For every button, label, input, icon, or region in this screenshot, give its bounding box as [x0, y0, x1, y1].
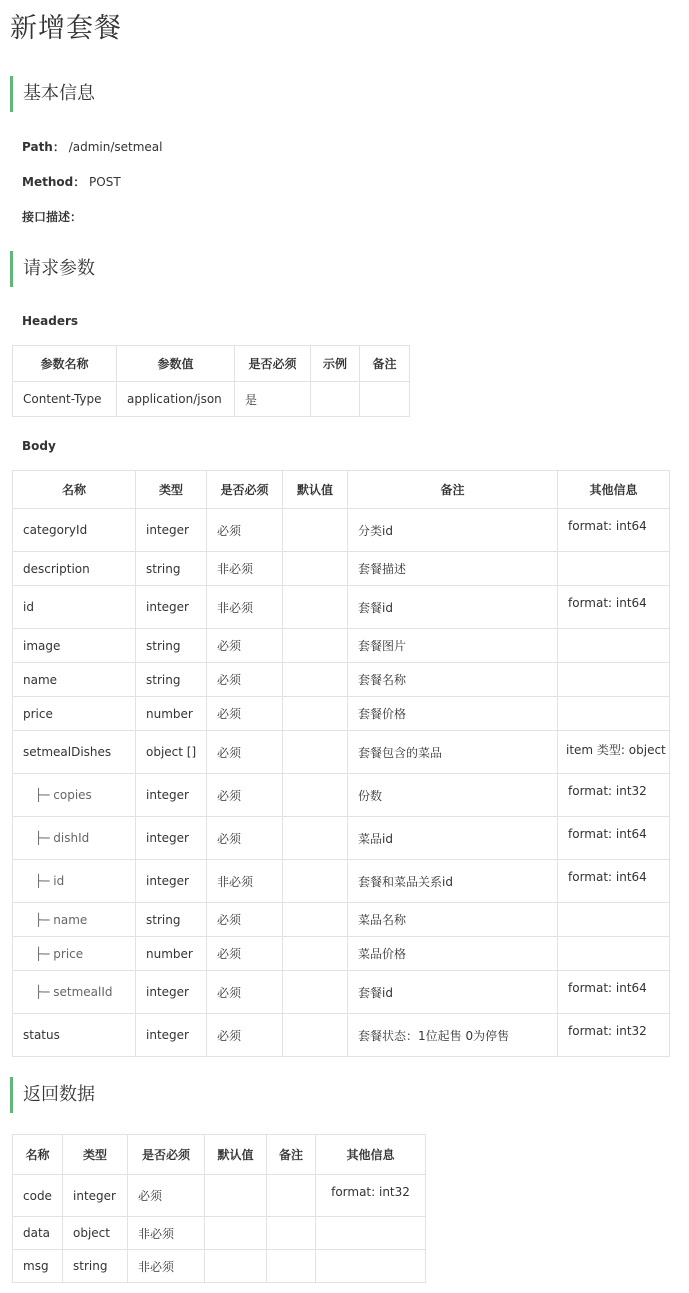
- param-note-cell: 套餐id: [348, 971, 558, 1014]
- path-value: /admin/setmeal: [68, 140, 163, 154]
- param-type-cell: integer: [136, 509, 207, 552]
- body-title: Body: [22, 439, 56, 453]
- response-table: [12, 1134, 426, 1283]
- column-header: 默认值: [205, 1135, 267, 1175]
- param-required-cell: 非必须: [207, 860, 283, 903]
- param-other-cell: [558, 663, 670, 697]
- section-request-params: 请求参数: [10, 251, 95, 287]
- param-required-cell: 非必须: [207, 586, 283, 629]
- param-other-cell: format: int64: [558, 860, 670, 903]
- param-type-cell: string: [136, 629, 207, 663]
- table-row: [13, 1250, 426, 1283]
- header-note-cell: [360, 382, 410, 417]
- param-type-cell: number: [136, 937, 207, 971]
- param-default-cell: [283, 663, 348, 697]
- param-note-cell: 份数: [348, 774, 558, 817]
- column-header: 默认值: [283, 471, 348, 509]
- param-note-cell: 菜品id: [348, 817, 558, 860]
- field-type-cell: object: [63, 1217, 128, 1250]
- field-note-cell: [267, 1250, 316, 1283]
- description-row: [22, 208, 82, 225]
- param-other-cell: format: int64: [558, 971, 670, 1014]
- field-default-cell: [205, 1250, 267, 1283]
- param-other-cell: [558, 697, 670, 731]
- param-name-cell: ├─ name: [13, 903, 136, 937]
- param-other-cell: [558, 629, 670, 663]
- field-name-cell: data: [13, 1217, 63, 1250]
- param-other-cell: format: int64: [558, 586, 670, 629]
- param-name-cell: categoryId: [13, 509, 136, 552]
- param-default-cell: [283, 509, 348, 552]
- param-note-cell: 分类id: [348, 509, 558, 552]
- field-default-cell: [205, 1217, 267, 1250]
- section-basic-info: 基本信息: [10, 76, 95, 112]
- param-type-cell: integer: [136, 860, 207, 903]
- param-note-cell: 套餐名称: [348, 663, 558, 697]
- method-row: [22, 173, 121, 190]
- param-default-cell: [283, 903, 348, 937]
- param-type-cell: integer: [136, 817, 207, 860]
- param-type-cell: integer: [136, 971, 207, 1014]
- param-name-cell: ├─ dishId: [13, 817, 136, 860]
- table-row: [13, 1175, 426, 1217]
- param-type-cell: integer: [136, 1014, 207, 1057]
- param-default-cell: [283, 860, 348, 903]
- table-row: [13, 817, 670, 860]
- table-row: [13, 629, 670, 663]
- param-required-cell: 必须: [207, 817, 283, 860]
- param-name-cell: setmealDishes: [13, 731, 136, 774]
- table-row: [13, 971, 670, 1014]
- param-default-cell: [283, 586, 348, 629]
- param-required-cell: 必须: [207, 697, 283, 731]
- param-other-cell: format: int64: [558, 817, 670, 860]
- field-other-cell: [316, 1217, 426, 1250]
- column-header: 类型: [136, 471, 207, 509]
- param-default-cell: [283, 937, 348, 971]
- param-note-cell: 套餐和菜品关系id: [348, 860, 558, 903]
- param-note-cell: 套餐价格: [348, 697, 558, 731]
- param-type-cell: string: [136, 552, 207, 586]
- param-type-cell: object []: [136, 731, 207, 774]
- table-row: [13, 697, 670, 731]
- param-name-cell: id: [13, 586, 136, 629]
- table-row: [13, 903, 670, 937]
- param-default-cell: [283, 1014, 348, 1057]
- column-header: 名称: [13, 471, 136, 509]
- param-type-cell: integer: [136, 774, 207, 817]
- param-other-cell: [558, 552, 670, 586]
- field-required-cell: 非必须: [128, 1250, 205, 1283]
- table-row: [13, 382, 410, 417]
- param-note-cell: 套餐图片: [348, 629, 558, 663]
- field-default-cell: [205, 1175, 267, 1217]
- param-note-cell: 套餐包含的菜品: [348, 731, 558, 774]
- table-row: [13, 552, 670, 586]
- field-required-cell: 必须: [128, 1175, 205, 1217]
- param-required-cell: 必须: [207, 774, 283, 817]
- column-header: 示例: [311, 346, 360, 382]
- param-default-cell: [283, 697, 348, 731]
- column-header: 备注: [348, 471, 558, 509]
- column-header: 其他信息: [316, 1135, 426, 1175]
- table-row: [13, 731, 670, 774]
- param-note-cell: 套餐状态：1位起售 0为停售: [348, 1014, 558, 1057]
- table-row: [13, 663, 670, 697]
- field-name-cell: msg: [13, 1250, 63, 1283]
- column-header: 备注: [360, 346, 410, 382]
- param-name-cell: price: [13, 697, 136, 731]
- path-label: Path：: [22, 140, 65, 154]
- param-required-cell: 必须: [207, 903, 283, 937]
- param-default-cell: [283, 629, 348, 663]
- header-value-cell: application/json: [117, 382, 235, 417]
- column-header: 是否必须: [128, 1135, 205, 1175]
- column-header: 是否必须: [235, 346, 311, 382]
- table-row: [13, 1217, 426, 1250]
- param-required-cell: 必须: [207, 663, 283, 697]
- param-other-cell: [558, 903, 670, 937]
- param-other-cell: [558, 937, 670, 971]
- param-name-cell: description: [13, 552, 136, 586]
- header-example-cell: [311, 382, 360, 417]
- field-type-cell: integer: [63, 1175, 128, 1217]
- header-required-cell: 是: [235, 382, 311, 417]
- param-name-cell: name: [13, 663, 136, 697]
- header-name-cell: Content-Type: [13, 382, 117, 417]
- page-title: 新增套餐: [10, 13, 122, 44]
- body-table: [12, 470, 670, 1057]
- param-type-cell: string: [136, 663, 207, 697]
- param-name-cell: ├─ id: [13, 860, 136, 903]
- param-required-cell: 必须: [207, 731, 283, 774]
- param-name-cell: ├─ copies: [13, 774, 136, 817]
- param-name-cell: image: [13, 629, 136, 663]
- param-type-cell: integer: [136, 586, 207, 629]
- field-note-cell: [267, 1175, 316, 1217]
- param-name-cell: status: [13, 1014, 136, 1057]
- field-note-cell: [267, 1217, 316, 1250]
- section-response-data: 返回数据: [10, 1077, 95, 1113]
- headers-table-header: [13, 346, 410, 382]
- column-header: 是否必须: [207, 471, 283, 509]
- param-note-cell: 套餐id: [348, 586, 558, 629]
- param-required-cell: 必须: [207, 971, 283, 1014]
- param-default-cell: [283, 971, 348, 1014]
- param-name-cell: ├─ price: [13, 937, 136, 971]
- param-other-cell: format: int64: [558, 509, 670, 552]
- column-header: 名称: [13, 1135, 63, 1175]
- param-default-cell: [283, 774, 348, 817]
- param-note-cell: 套餐描述: [348, 552, 558, 586]
- param-type-cell: string: [136, 903, 207, 937]
- param-default-cell: [283, 552, 348, 586]
- column-header: 参数名称: [13, 346, 117, 382]
- field-name-cell: code: [13, 1175, 63, 1217]
- param-other-cell: format: int32: [558, 1014, 670, 1057]
- headers-table: [12, 345, 410, 417]
- param-required-cell: 必须: [207, 509, 283, 552]
- param-required-cell: 必须: [207, 629, 283, 663]
- column-header: 备注: [267, 1135, 316, 1175]
- body-table-header: [13, 471, 670, 509]
- param-note-cell: 菜品价格: [348, 937, 558, 971]
- headers-title: Headers: [22, 314, 79, 328]
- method-label: Method：: [22, 175, 86, 189]
- table-row: [13, 586, 670, 629]
- response-table-header: [13, 1135, 426, 1175]
- field-other-cell: format: int32: [316, 1175, 426, 1217]
- column-header: 参数值: [117, 346, 235, 382]
- field-other-cell: [316, 1250, 426, 1283]
- param-other-cell: format: int32: [558, 774, 670, 817]
- table-row: [13, 860, 670, 903]
- description-label: 接口描述：: [22, 210, 83, 224]
- param-required-cell: 必须: [207, 1014, 283, 1057]
- table-row: [13, 509, 670, 552]
- param-required-cell: 必须: [207, 937, 283, 971]
- table-row: [13, 774, 670, 817]
- field-type-cell: string: [63, 1250, 128, 1283]
- field-required-cell: 非必须: [128, 1217, 205, 1250]
- param-required-cell: 非必须: [207, 552, 283, 586]
- param-default-cell: [283, 817, 348, 860]
- table-row: [13, 937, 670, 971]
- param-note-cell: 菜品名称: [348, 903, 558, 937]
- param-type-cell: number: [136, 697, 207, 731]
- param-default-cell: [283, 731, 348, 774]
- param-other-cell: item 类型: object: [558, 731, 670, 774]
- table-row: [13, 1014, 670, 1057]
- column-header: 类型: [63, 1135, 128, 1175]
- method-value: POST: [89, 175, 121, 189]
- column-header: 其他信息: [558, 471, 670, 509]
- path-row: [22, 138, 162, 155]
- param-name-cell: ├─ setmealId: [13, 971, 136, 1014]
